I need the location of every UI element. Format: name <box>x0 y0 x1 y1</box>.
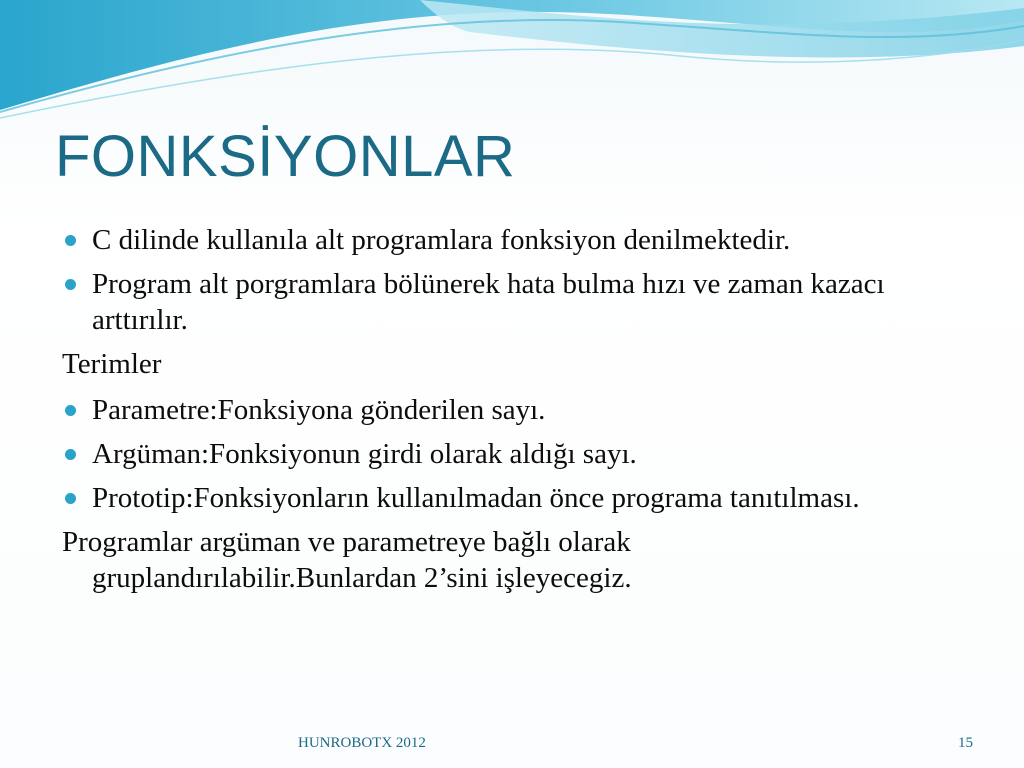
bullet-dot-icon <box>65 405 76 416</box>
bullet-dot-icon <box>65 279 76 290</box>
bullet-item <box>62 392 942 428</box>
bullet-dot-icon <box>65 235 76 246</box>
page-number: 15 <box>958 735 973 751</box>
bullet-item <box>62 436 942 472</box>
bullet-dot-icon <box>65 493 76 504</box>
bullet-text: Parametre:Fonksiyona gönderilen sayı. <box>92 394 546 426</box>
footer-text: HUNROBOTX 2012 <box>298 735 426 751</box>
bullet-item <box>62 266 942 338</box>
bullet-dot-icon <box>65 449 76 460</box>
bullet-text: Argüman:Fonksiyonun girdi olarak aldığı sayı. <box>92 438 637 470</box>
bullet-text: Prototip:Fonksiyonların kullanılmadan önce programa tanıtılması. <box>92 482 860 514</box>
paragraph-text: Programlar argüman ve parametreye bağlı olarak gruplandırılabilir.Bunlardan 2’sini işleyecegiz. <box>62 526 632 594</box>
slide-title: FONKSİYONLAR <box>55 124 516 189</box>
bullet-text: C dilinde kullanıla alt programlara fonksiyon denilmektedir. <box>92 224 791 256</box>
section-heading: Terimler <box>62 348 162 380</box>
bullet-item <box>62 222 942 258</box>
slide-content <box>62 222 942 606</box>
bullet-text: Program alt porgramlara bölünerek hata bulma hızı ve zaman kazacı arttırılır. <box>92 268 885 336</box>
bullet-item <box>62 480 942 516</box>
header-wave-decoration <box>0 0 1024 130</box>
